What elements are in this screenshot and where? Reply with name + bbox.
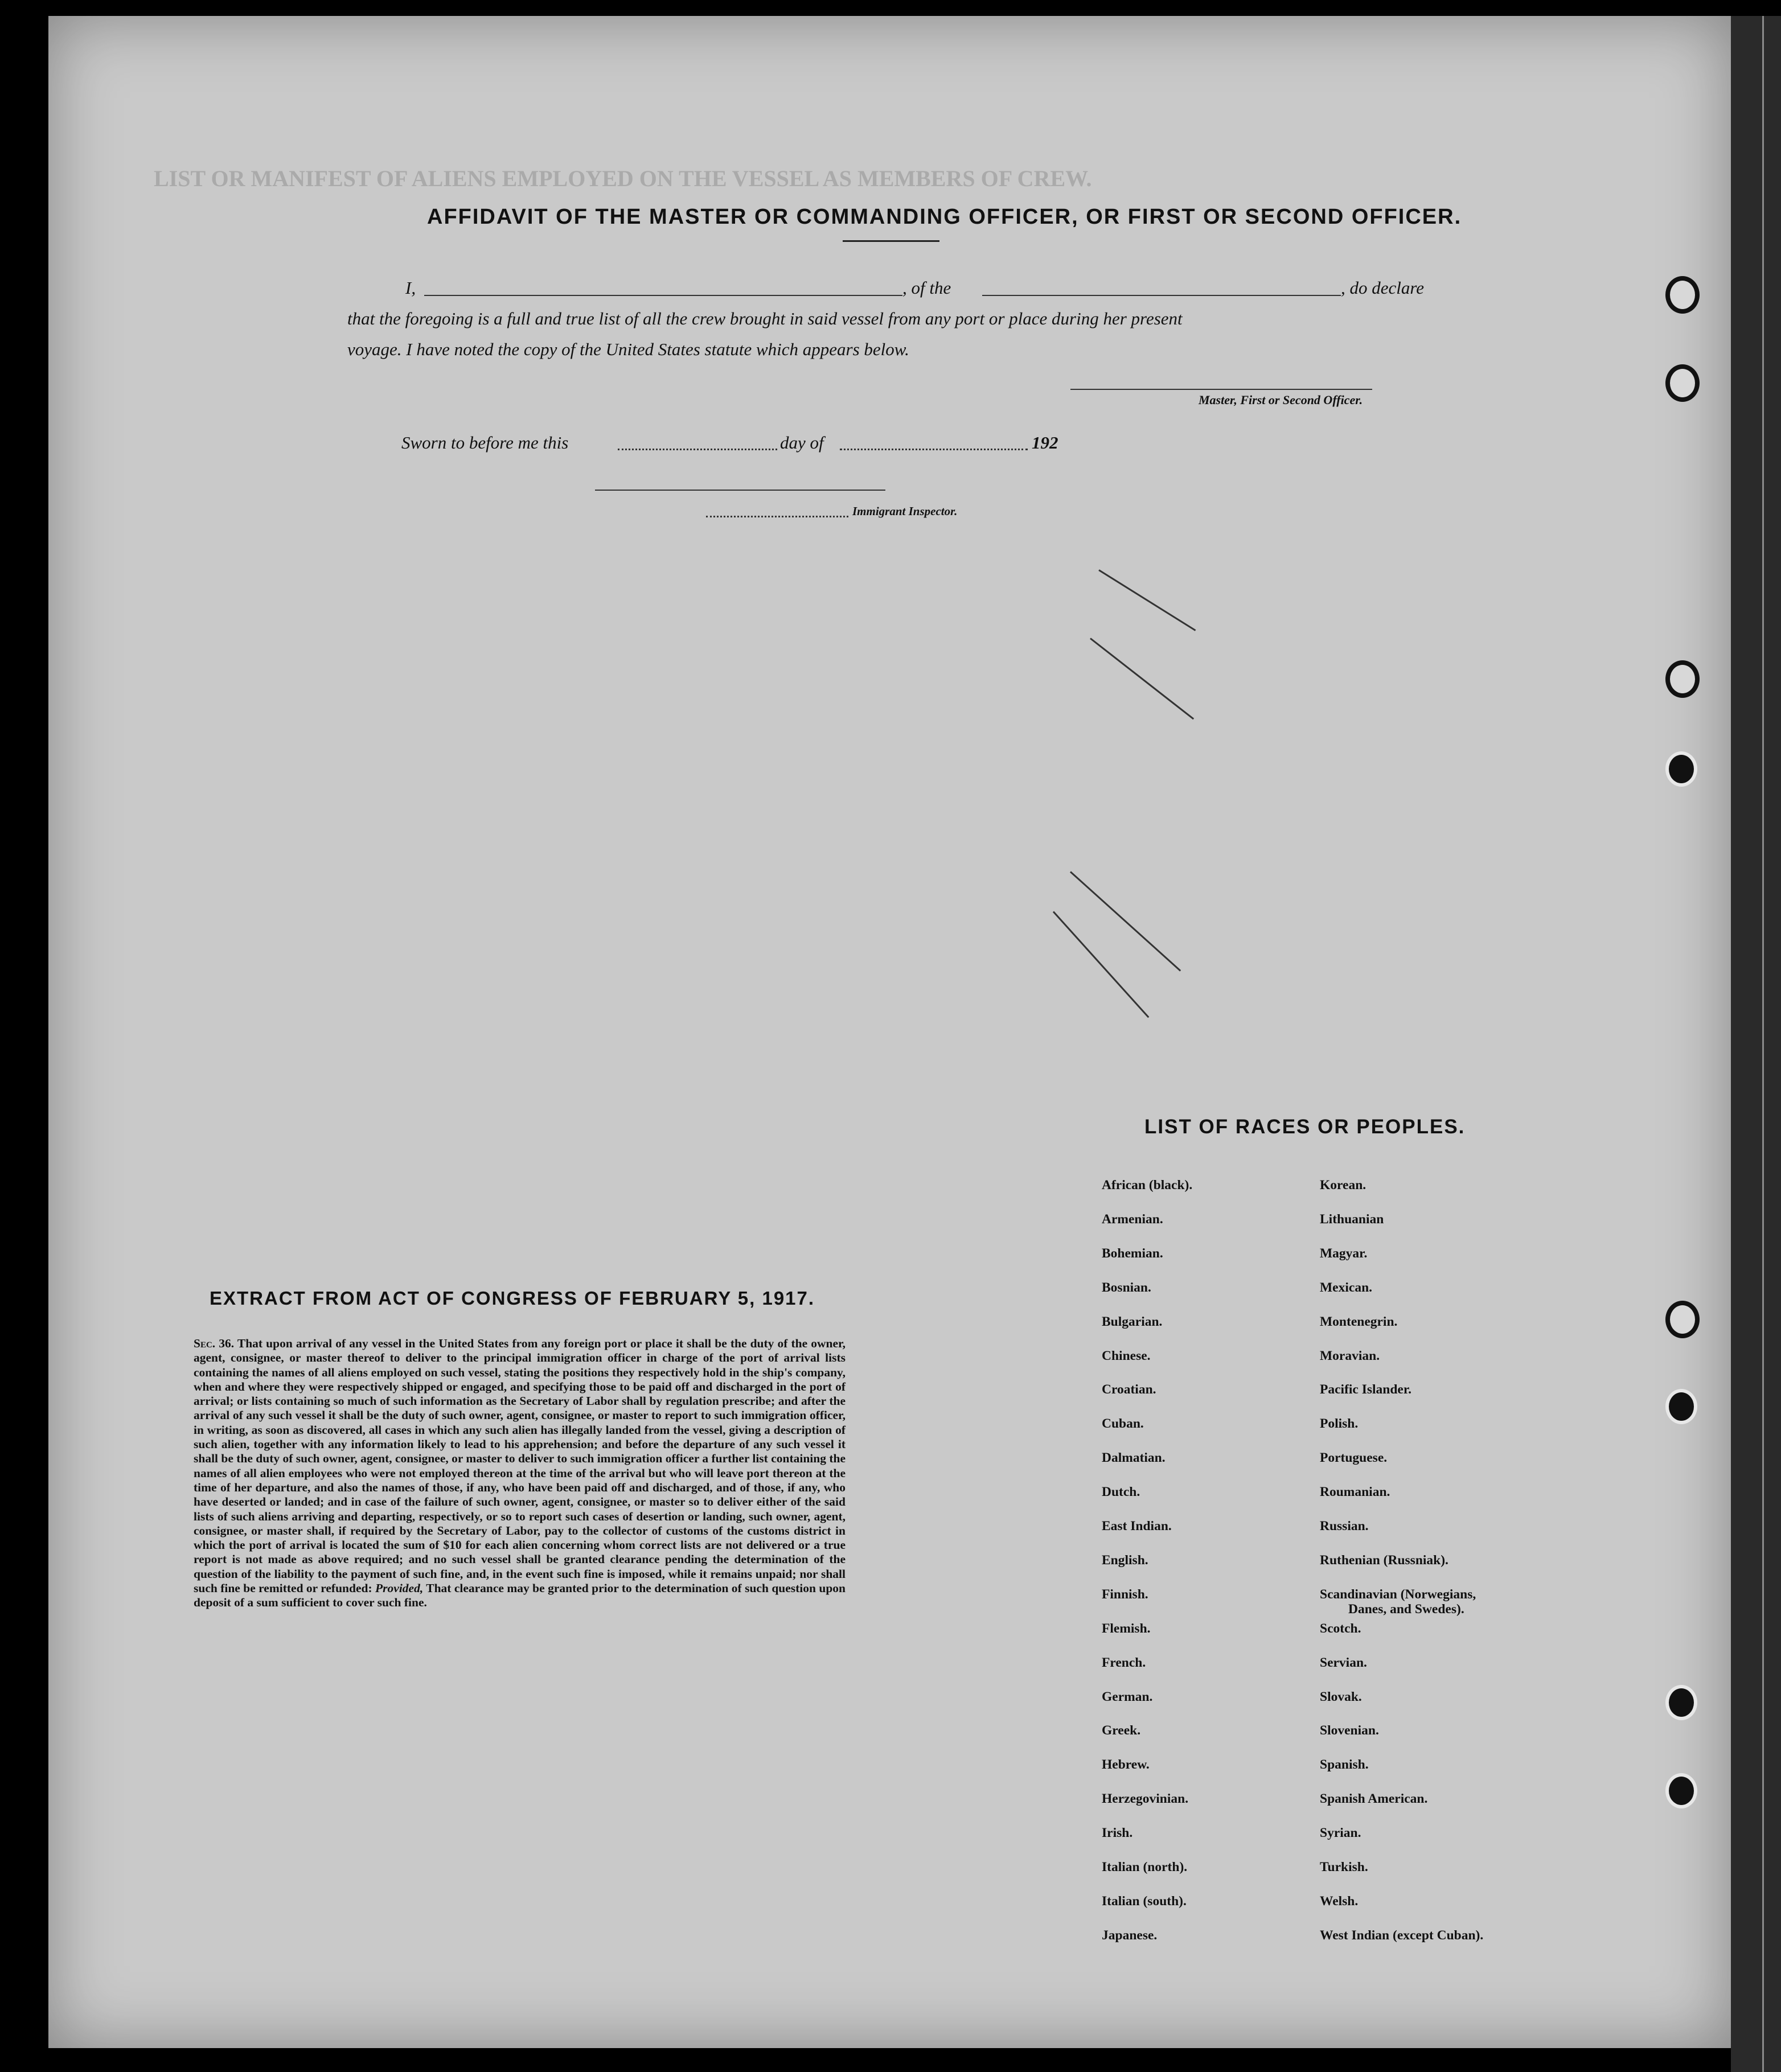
title-underline	[843, 240, 939, 242]
master-label: Master, First or Second Officer.	[1199, 393, 1363, 407]
binder-hole	[1665, 1389, 1697, 1424]
master-signature-line	[1070, 389, 1372, 390]
race-item: Pacific Islander.	[1320, 1382, 1412, 1397]
binder-hole	[1665, 660, 1700, 698]
inspector-dotted-line	[706, 516, 848, 517]
race-item: Montenegrin.	[1320, 1314, 1398, 1329]
race-item: Spanish American.	[1320, 1791, 1428, 1806]
page-binding-edge	[1731, 16, 1781, 2072]
race-item: Scotch.	[1320, 1621, 1361, 1636]
race-item: Hebrew.	[1102, 1757, 1150, 1772]
binder-hole	[1665, 364, 1700, 402]
race-item: Welsh.	[1320, 1894, 1359, 1909]
race-item: German.	[1102, 1689, 1153, 1704]
affidavit-line1-start: I,	[405, 278, 416, 298]
race-item: Dutch.	[1102, 1485, 1140, 1499]
race-item: Russian.	[1320, 1519, 1369, 1534]
binder-hole	[1665, 751, 1697, 787]
race-item: East Indian.	[1102, 1519, 1172, 1534]
race-item: Magyar.	[1320, 1246, 1368, 1261]
race-item: Turkish.	[1320, 1860, 1368, 1874]
race-item: Ruthenian (Russniak).	[1320, 1553, 1448, 1568]
race-item: Korean.	[1320, 1178, 1366, 1193]
month-blank-line	[840, 449, 1028, 450]
race-item: Bohemian.	[1102, 1246, 1163, 1261]
race-item: Roumanian.	[1320, 1485, 1390, 1499]
race-item: Italian (north).	[1102, 1860, 1188, 1874]
day-of-label: day of	[780, 433, 824, 453]
affidavit-line2: that the foregoing is a full and true list of all the crew brought in said vessel from any port or place during her present	[347, 309, 1183, 328]
race-item: Slovak.	[1320, 1689, 1362, 1704]
race-item: West Indian (except Cuban).	[1320, 1928, 1484, 1943]
race-item: Bosnian.	[1102, 1280, 1151, 1295]
race-item: Syrian.	[1320, 1826, 1361, 1840]
race-item: Japanese.	[1102, 1928, 1158, 1943]
binder-hole	[1665, 1685, 1697, 1720]
race-item: Flemish.	[1102, 1621, 1151, 1636]
sworn-text: Sworn to before me this	[401, 433, 569, 453]
proviso-label: Provided,	[375, 1581, 424, 1596]
races-title: LIST OF RACES OR PEOPLES.	[1144, 1116, 1466, 1138]
section-label: Sec. 36.	[194, 1337, 235, 1350]
race-item: Spanish.	[1320, 1757, 1369, 1772]
race-item: Cuban.	[1102, 1416, 1144, 1431]
affidavit-line3: voyage. I have noted the copy of the United States statute which appears below.	[347, 339, 909, 359]
race-item: Dalmatian.	[1102, 1450, 1166, 1465]
race-item: Italian (south).	[1102, 1894, 1187, 1909]
name-blank-line	[424, 295, 902, 296]
bleed-through-header: LIST OR MANIFEST OF ALIENS EMPLOYED ON THE VESSEL AS MEMBERS OF CREW.	[154, 166, 1092, 191]
binder-hole	[1665, 1301, 1700, 1338]
race-item: Polish.	[1320, 1416, 1359, 1431]
proviso-text: That clearance may be granted prior to the determination of such question upon deposit of a sum sufficient to cover such fine.	[194, 1581, 846, 1610]
race-item: Croatian.	[1102, 1382, 1156, 1397]
race-item: Chinese.	[1102, 1349, 1151, 1363]
affidavit-title: AFFIDAVIT OF THE MASTER OR COMMANDING OFFICER, OR FIRST OR SECOND OFFICER.	[427, 205, 1462, 229]
race-item: Herzegovinian.	[1102, 1791, 1189, 1806]
race-item: African (black).	[1102, 1178, 1193, 1193]
inspector-label: Immigrant Inspector.	[852, 504, 958, 518]
statute-text	[194, 1337, 846, 1610]
day-blank-line	[618, 449, 777, 450]
race-item: Irish.	[1102, 1826, 1133, 1840]
race-item: Servian.	[1320, 1655, 1367, 1670]
statute-body: That upon arrival of any vessel in the United States from any foreign port or place it shall be the duty of the owner, agent, consignee, or master thereof to deliver to the principal immigration officer in charge of the port of arrival lists containing the names of all aliens employed on such vessel, stating the positions they respectively hold in the ship's company, when and where they were respectively shipped or engaged, and specifying those to be paid off and discharged in the port of arrival; or lists containing so much of such information as the Secretary of Labor shall by regulation prescribe; and after the arrival of any such vessel it shall be the duty of such owner, agent, consignee, or master to report to such immigration officer, in writing, as soon as discovered, all cases in which any such alien has illegally landed from the vessel, giving a description of such alien, together with any information likely to lead to his apprehension; and before the departure of any such vessel it shall be the duty of such owner, agent, consignee, or master to deliver to such immigration officer a further list containing the names of all alien employees who were not employed thereon at the time of the arrival but who will leave port thereon at the time of her departure, and also the names of those, if any, who have been paid off and discharged, and of those, if any, who have deserted or landed; and in case of the failure of such owner, agent, consignee, or master so to deliver either of the said lists of such aliens arriving and departing, respectively, or so to report such cases of desertion or landing, such owner, agent, consignee, or master shall, if required by the Secretary of Labor, pay to the collector of customs of the customs district in which the port of arrival is located the sum of $10 for each alien concerning whom correct lists are not delivered or a true report is not made as above required; and no such vessel shall be granted clearance pending the determination of the question of the liability to the payment of such fine, and, in the event such fine is imposed, while it remains unpaid; nor shall such fine be remitted or refunded:	[194, 1337, 846, 1596]
race-item: Lithuanian	[1320, 1212, 1384, 1227]
race-item: Mexican.	[1320, 1280, 1373, 1295]
race-item: Bulgarian.	[1102, 1314, 1163, 1329]
inspector-signature-line	[595, 490, 885, 491]
affidavit-line1-end: , do declare	[1341, 278, 1425, 298]
year-label: 192	[1032, 433, 1058, 453]
race-item: Armenian.	[1102, 1212, 1163, 1227]
binder-hole	[1665, 276, 1700, 314]
race-item: English.	[1102, 1553, 1148, 1568]
extract-title: EXTRACT FROM ACT OF CONGRESS OF FEBRUARY 5, 1917.	[210, 1288, 815, 1309]
race-item: French.	[1102, 1655, 1146, 1670]
vessel-blank-line	[982, 295, 1341, 296]
race-item: Moravian.	[1320, 1349, 1380, 1363]
race-item: Scandinavian (Norwegians,	[1320, 1587, 1476, 1602]
race-item-continuation: Danes, and Swedes).	[1348, 1602, 1464, 1617]
race-item: Greek.	[1102, 1723, 1141, 1738]
race-item: Finnish.	[1102, 1587, 1148, 1602]
binder-hole	[1665, 1773, 1697, 1808]
race-item: Slovenian.	[1320, 1723, 1379, 1738]
affidavit-line1-of: , of the	[902, 278, 951, 298]
race-item: Portuguese.	[1320, 1450, 1388, 1465]
